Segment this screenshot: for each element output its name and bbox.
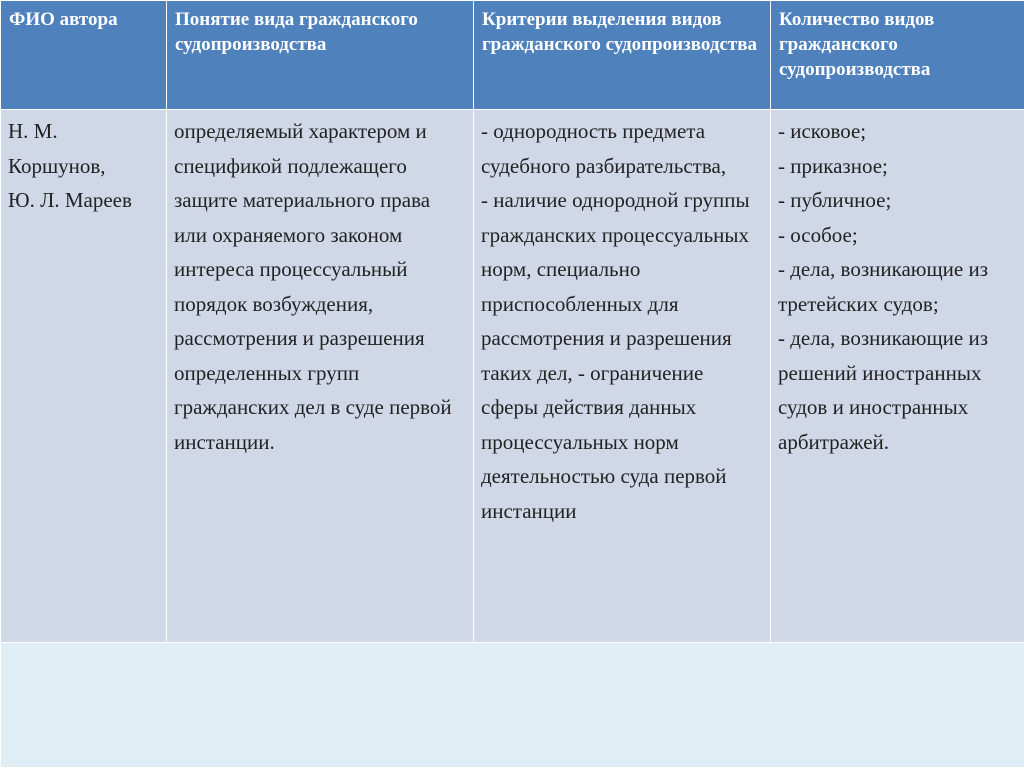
empty-table-row	[1, 643, 1024, 768]
table-row	[1, 110, 1024, 643]
header-criteria: Критерии выделения видов гражданского судопроизводства	[474, 1, 771, 110]
header-count: Количество видов гражданского судопроизводства	[771, 1, 1024, 110]
header-author: ФИО автора	[1, 1, 167, 110]
header-concept: Понятие вида гражданского судопроизводства	[167, 1, 474, 110]
cell-count: - исковое; - приказное; - публичное; - особое; - дела, возникающие из третейских судов; - дела, возникающие из решений иностранных судов и иностранных арбитражей.	[771, 110, 1024, 643]
cell-criteria: - однородность предмета судебного разбирательства, - наличие однородной группы гражданских процессуальных норм, специально приспособленных для рассмотрения и разрешения таких дел, - ограничение сферы действия данных процессуальных норм деятельностью суда первой инстанции	[474, 110, 771, 643]
table-body	[1, 110, 1024, 768]
empty-cell	[1, 643, 1024, 768]
cell-concept: определяемый характером и спецификой подлежащего защите материального права или охраняемого законом интереса процессуальный порядок возбуждения, рассмотрения и разрешения определенных групп гражданских дел в суде первой инстанции.	[167, 110, 474, 643]
cell-author: Н. М. Коршунов, Ю. Л. Мареев	[1, 110, 167, 643]
table-header	[1, 1, 1024, 110]
header-row	[1, 1, 1024, 110]
